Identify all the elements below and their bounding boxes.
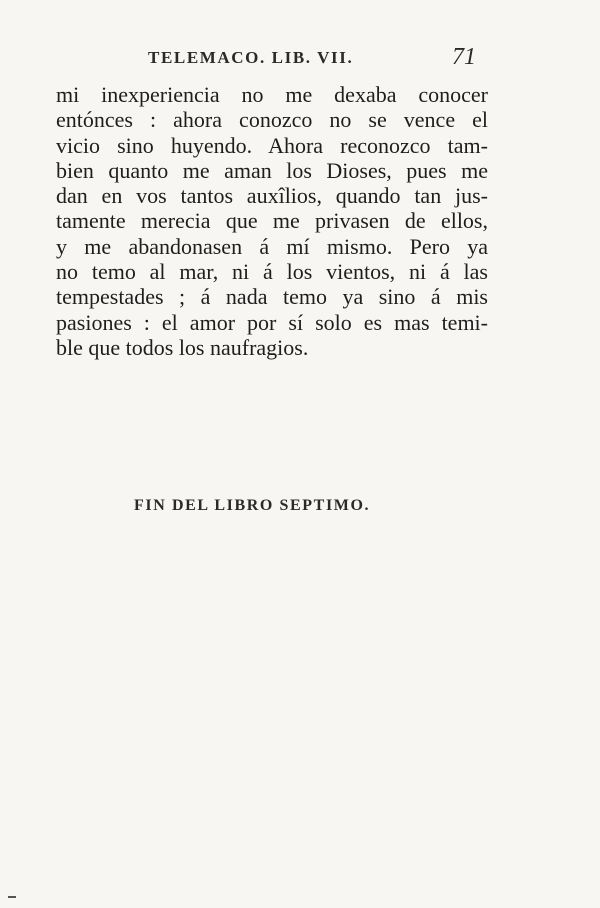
- text-line: entónces : ahora conozco no se vence el: [56, 107, 488, 133]
- text-line: mi inexperiencia no me dexaba conocer: [56, 82, 488, 107]
- body-text: [56, 82, 488, 360]
- text-line: no temo al mar, ni á los vientos, ni á las: [56, 259, 488, 285]
- page-number: 71: [452, 44, 476, 70]
- end-of-book-note: FIN DEL LIBRO SEPTIMO.: [134, 497, 371, 514]
- text-line: vicio sino huyendo. Ahora reconozco tam-: [56, 132, 488, 158]
- text-line: y me abandonasen á mí mismo. Pero ya: [56, 233, 488, 259]
- text-line: bien quanto me aman los Dioses, pues me: [56, 157, 488, 183]
- text-line: pasiones : el amor por sí solo es mas temi-: [56, 309, 488, 335]
- print-speck: [8, 896, 16, 898]
- text-line: tempestades ; á nada temo ya sino á mis: [56, 284, 488, 310]
- text-line-last: ble que todos los naufragios.: [56, 334, 309, 360]
- running-head: [0, 46, 600, 76]
- running-title: TELEMACO. LIB. VII.: [148, 48, 354, 67]
- text-line: tamente merecia que me privasen de ellos,: [56, 208, 488, 234]
- text-line: dan en vos tantos auxîlios, quando tan jus-: [56, 183, 488, 209]
